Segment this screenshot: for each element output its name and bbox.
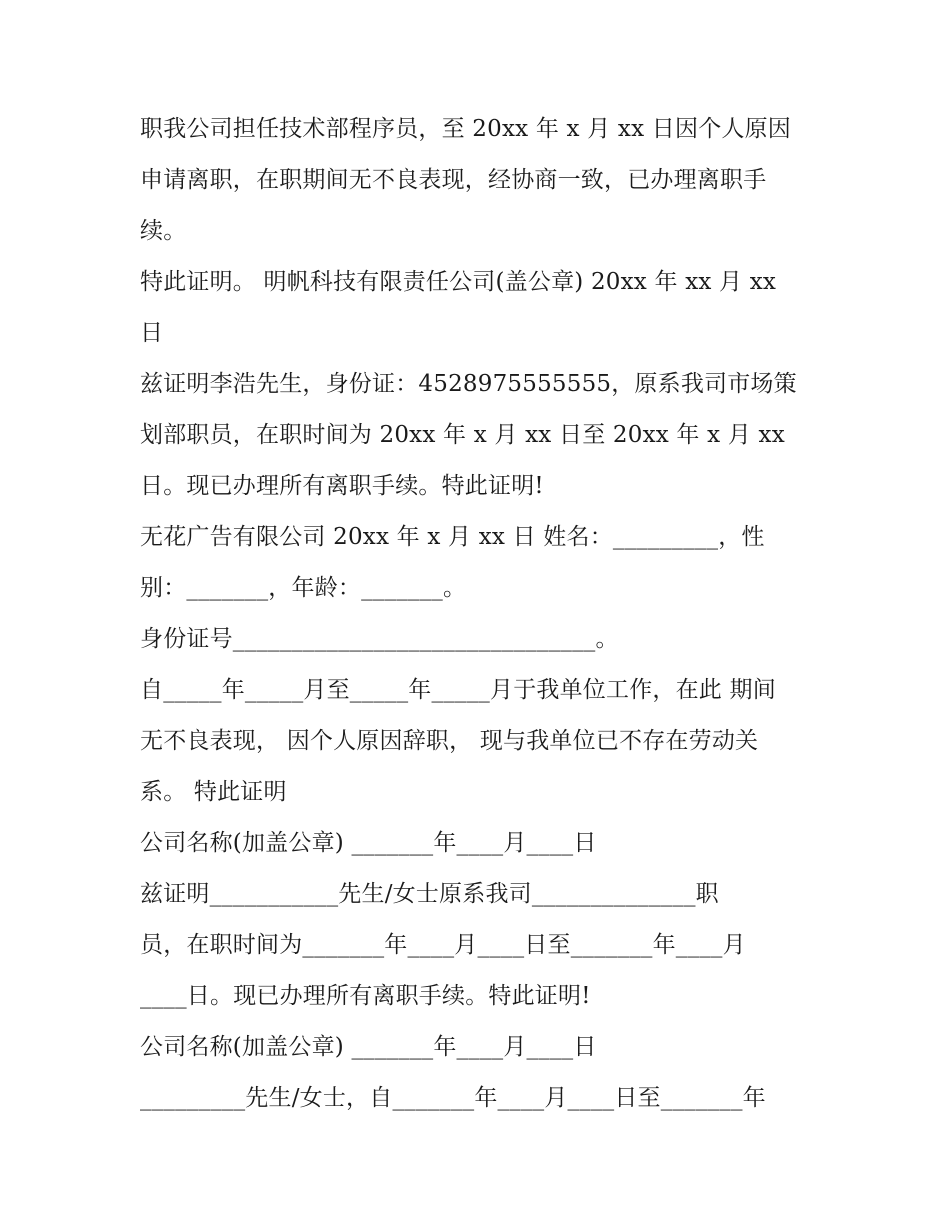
text-line: 兹证明___________先生/女士原系我司______________职 [140,881,719,907]
text-line: 自_____年_____月至_____年_____月于我单位工作，在此 期间 [140,677,776,703]
text-line: _________先生/女士，自_______年____月____日至_______年 [140,1085,766,1111]
text-line: 系。 特此证明 [140,779,287,805]
text-line: 续。 [140,218,187,244]
text-line: 兹证明李浩先生，身份证：4528975555555，原系我司市场策 [140,371,797,397]
text-line: 公司名称(加盖公章) _______年____月____日 [140,1034,597,1060]
text-line: 无不良表现， 因个人原因辞职， 现与我单位已不存在劳动关 [140,728,759,754]
text-line: 职我公司担任技术部程序员，至 20xx 年 x 月 xx 日因个人原因 [140,116,791,142]
text-line: 身份证号_______________________________。 [140,626,619,652]
text-line: 申请离职，在职期间无不良表现，经协商一致，已办理离职手 [140,167,767,193]
text-line: 无花广告有限公司 20xx 年 x 月 xx 日 姓名：_________，性 [140,524,765,550]
text-line: ____日。现已办理所有离职手续。特此证明! [140,983,591,1009]
text-line: 特此证明。 明帆科技有限责任公司(盖公章) 20xx 年 xx 月 xx [140,269,777,295]
text-line: 员，在职时间为_______年____月____日至_______年____月 [140,932,746,958]
document-body [140,104,820,1124]
text-line: 日。现已办理所有离职手续。特此证明! [140,473,544,499]
text-line: 划部职员，在职时间为 20xx 年 x 月 xx 日至 20xx 年 x 月 xx [140,422,785,448]
text-line: 日 [140,320,164,346]
text-line: 公司名称(加盖公章) _______年____月____日 [140,830,597,856]
text-line: 别：_______，年龄：_______。 [140,575,467,601]
